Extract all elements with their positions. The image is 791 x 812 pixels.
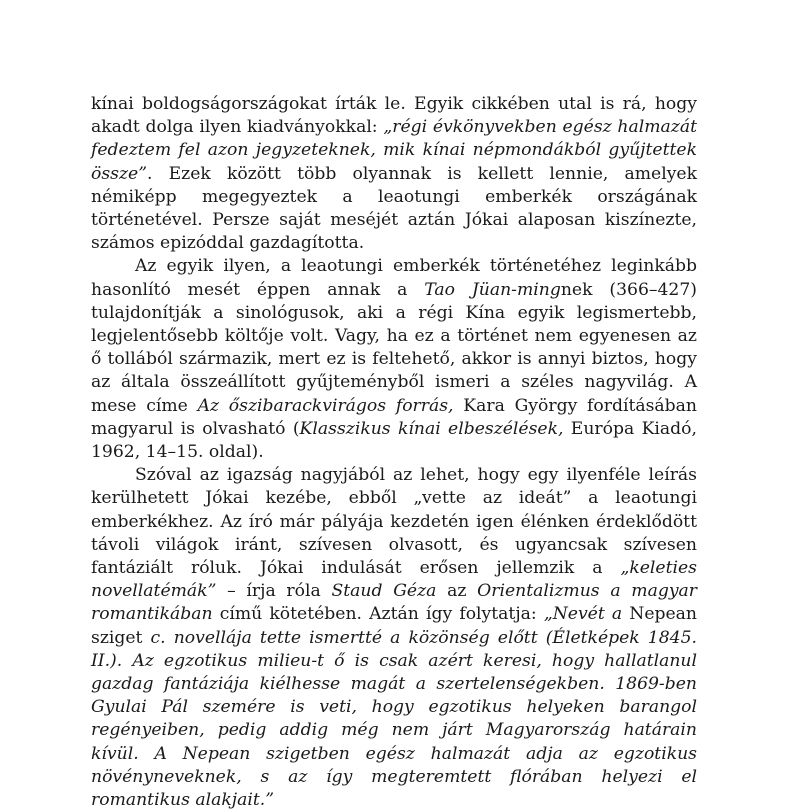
text-segment: az <box>436 581 478 602</box>
quote-italic: „keleties novellatémák” <box>91 558 697 602</box>
text-segment: . Ezek között több olyannak is kellett lennie, amelyek némiképp megegyeztek a leaotungi emberkék országának történetével. Persze saját meséjét aztán Jókai alaposan kiszínezte, számos epizóddal gazdagította. <box>91 163 697 254</box>
paragraph-1 <box>91 93 697 255</box>
text-segment: kínai boldogságországokat írták le. Egyik cikkében utal is rá, hogy akadt dolga ilyen kiadványokkal: <box>91 94 697 138</box>
text-segment: Kara György fordításában magyarul is olvasható ( <box>91 395 697 439</box>
body-text <box>91 93 697 812</box>
text-segment: – írja róla <box>216 581 332 602</box>
book-title-italic: Klasszikus kínai elbeszélések, <box>299 418 564 439</box>
text-segment: című kötetében. Aztán így folytatja: <box>212 604 544 625</box>
paragraph-2 <box>91 255 697 464</box>
paragraph-3 <box>91 464 697 812</box>
quote-italic: „régi évkönyvekben egész halmazát fedeztem fel azon jegyzeteknek, mik kínai népmondákból gyűjtettek össze” <box>91 117 698 184</box>
text-segment: Európa Kiadó, 1962, 14–15. oldal). <box>91 418 697 463</box>
author-name-italic: Tao Jüan-ming <box>424 279 561 300</box>
book-title-italic: Orientalizmus a magyar romantikában <box>91 581 698 625</box>
title-italic: Az őszibarackvirágos forrás, <box>197 395 454 416</box>
text-segment: nek (366–427) tulajdonítják a sinológusok, aki a régi Kína egyik legismertebb, legjelentősebb költője volt. Vagy, ha ez a történet nem egyenesen az ő tollából származik, mert ez is feltehető, akkor is annyi biztos, hogy az általa összeállított gyűjteményből ismeri a széles nagyvilág. A mese címe <box>91 279 697 416</box>
quote-italic: c. novellája tette ismertté a közönség előtt (Életképek 1845. II.). Az egzotikus milieu-t ő is csak azért keresi, hogy hallatlanul gazdag fantáziája kiélhesse magát a szertelenségekben. 1869-ben Gyulai Pál szemére is veti, hogy egzotikus helyeken barangol regényeiben, pedig addig még nem járt Magyarország határain kívül. A Nepean szigetben egész halmazát adja az egzotikus növényneveknek, s az így megteremtett flórában helyezi el romantikus alakjait.” <box>91 627 697 811</box>
quote-italic: „Nevét a <box>543 604 630 625</box>
text-segment: Nepean sziget <box>91 604 697 648</box>
text-segment: Az egyik ilyen, a leaotungi emberkék történetéhez leginkább hasonlító mesét éppen annak a <box>91 256 697 300</box>
author-name-italic: Staud Géza <box>331 581 437 602</box>
text-segment: Szóval az igazság nagyjából az lehet, hogy egy ilyenféle leírás kerülhetett Jókai kezébe, ebből „vette az ideát” a leaotungi emberkékhez. Az író már pályája kezdetén igen élénken érdeklődött távoli világok iránt, szívesen olvasott, és ugyancsak szívesen fantáziált róluk. Jókai indulását erősen jellemzik a <box>91 465 697 579</box>
